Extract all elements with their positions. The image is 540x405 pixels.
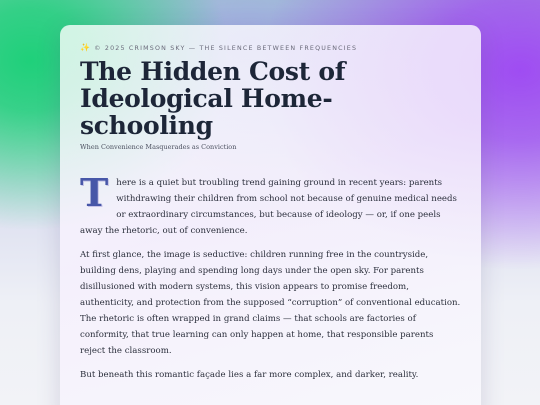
sparkle-icon: ✨ <box>80 43 92 52</box>
article-body <box>80 170 461 383</box>
copyright-line <box>80 44 461 52</box>
copyright-text: © 2025 CRIMSON SKY — THE SILENCE BETWEEN FREQUENCIES <box>94 44 358 52</box>
article-card <box>60 25 481 405</box>
paragraph-intro-text: here is a quiet but troubling trend gaining ground in recent years: parents withdrawing their children from school not because of genuine medical needs or extraordinary circumstances, but because of ideology — or, if one peels away the rhetoric, out of convenience. <box>80 178 457 236</box>
article-subtitle: When Convenience Masquerades as Conviction <box>80 143 237 151</box>
article-title: The Hidden Cost of Ideological Home-schooling <box>80 57 346 140</box>
drop-cap: T <box>80 170 109 215</box>
paragraph-intro <box>80 170 461 239</box>
paragraph-second: At first glance, the image is seductive: children running free in the countryside, building dens, playing and spending long days under the open sky. For parents disillusioned with modern systems, this vision appears to promise freedom, authenticity, and protection from the supposed “corruption” of conventional education. The rhetoric is often wrapped in grand claims — that schools are factories of conformity, that true learning can only happen at home, that responsible parents reject the classroom. <box>80 250 461 356</box>
paragraph-third: But beneath this romantic façade lies a far more complex, and darker, reality. <box>80 370 419 380</box>
